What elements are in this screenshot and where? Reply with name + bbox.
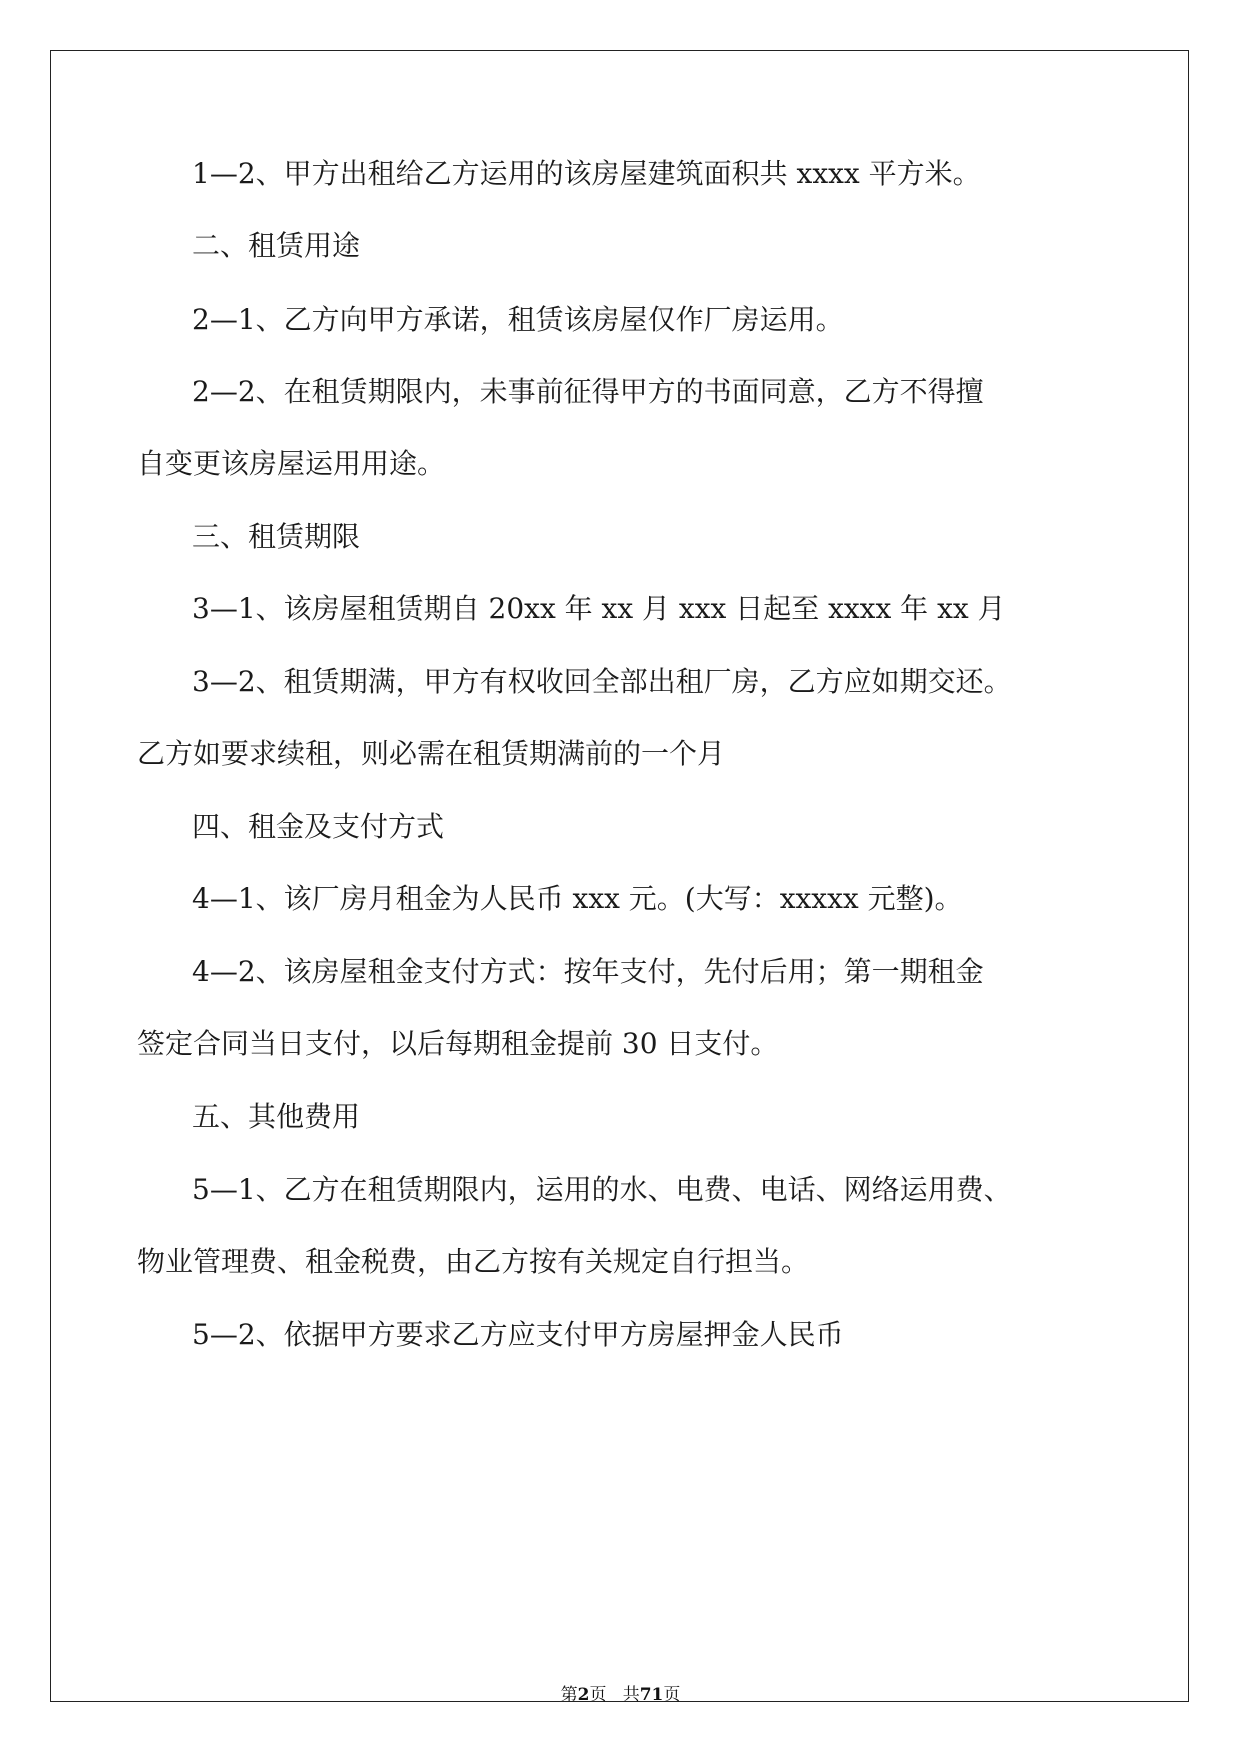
total-suffix: 页 bbox=[663, 1685, 681, 1705]
page-prefix: 第 bbox=[560, 1685, 578, 1705]
paragraph-line: 5—1、乙方在租赁期限内，运用的水、电费、电话、网络运用费、 bbox=[192, 1173, 1012, 1206]
paragraph-line: 2—2、在租赁期限内，未事前征得甲方的书面同意，乙方不得擅 bbox=[192, 375, 984, 408]
paragraph-line: 4—2、该房屋租金支付方式：按年支付，先付后用；第一期租金 bbox=[192, 955, 984, 988]
paragraph-line: 4—1、该厂房月租金为人民币 xxx 元。(大写：xxxxx 元整)。 bbox=[192, 882, 963, 915]
paragraph-line: 物业管理费、租金税费，由乙方按有关规定自行担当。 bbox=[137, 1245, 810, 1278]
paragraph-line: 3—1、该房屋租赁期自 20xx 年 xx 月 xxx 日起至 xxxx 年 xx 月 bbox=[192, 592, 1006, 625]
paragraph-line: 2—1、乙方向甲方承诺，租赁该房屋仅作厂房运用。 bbox=[192, 303, 844, 336]
page-suffix: 页 bbox=[589, 1685, 607, 1705]
page-border bbox=[50, 50, 1189, 1702]
section-heading: 三、租赁期限 bbox=[192, 520, 361, 553]
total-pages: 71 bbox=[639, 1685, 664, 1705]
paragraph-line: 自变更该房屋运用用途。 bbox=[137, 447, 446, 480]
paragraph-line: 5—2、依据甲方要求乙方应支付甲方房屋押金人民币 bbox=[192, 1318, 844, 1351]
section-heading: 二、租赁用途 bbox=[192, 229, 361, 262]
paragraph-line: 签定合同当日支付，以后每期租金提前 30 日支付。 bbox=[137, 1027, 779, 1060]
section-heading: 五、其他费用 bbox=[192, 1100, 361, 1133]
paragraph-line: 3—2、租赁期满，甲方有权收回全部出租厂房，乙方应如期交还。 bbox=[192, 665, 1012, 698]
total-prefix: 共 bbox=[622, 1685, 640, 1705]
paragraph-line: 1—2、甲方出租给乙方运用的该房屋建筑面积共 xxxx 平方米。 bbox=[192, 157, 981, 190]
page-number: 2 bbox=[577, 1685, 590, 1705]
page-footer bbox=[0, 1680, 1241, 1705]
section-heading: 四、租金及支付方式 bbox=[192, 810, 445, 843]
paragraph-line: 乙方如要求续租，则必需在租赁期满前的一个月 bbox=[137, 737, 726, 770]
